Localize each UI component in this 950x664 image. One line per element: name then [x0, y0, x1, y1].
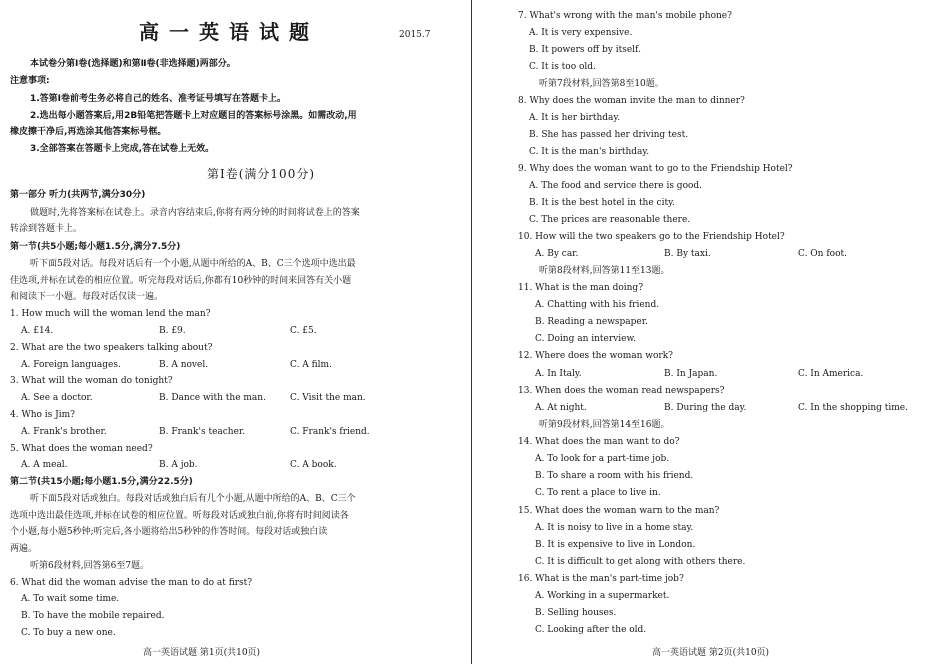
- question-1: 1. How much will the woman lend the man?: [10, 309, 211, 319]
- q4-option-a: A. Frank's brother.: [21, 427, 107, 437]
- section-1-desc-line-2: 佳选项,并标在试卷的相应位置。听完每段对话后,你都有10秒钟的时间来回答有关小题: [10, 276, 352, 286]
- q1-option-b: B. £9.: [159, 326, 186, 336]
- q2-option-a: A. Foreign languages.: [21, 360, 121, 370]
- q10-option-b: B. By taxi.: [664, 249, 711, 259]
- q10-option-c: C. On foot.: [798, 249, 847, 259]
- q5-option-b: B. A job.: [159, 460, 198, 470]
- q13-option-c: C. In the shopping time.: [798, 403, 908, 413]
- q5-option-a: A. A meal.: [21, 460, 68, 470]
- q9-option-a: A. The food and service there is good.: [529, 181, 703, 191]
- note-3: 3.全部答案在答题卡上完成,答在试卷上无效。: [30, 144, 215, 154]
- q16-option-c: C. Looking after the old.: [535, 625, 647, 635]
- q15-option-b: B. It is expensive to live in London.: [535, 540, 696, 550]
- question-6: 6. What did the woman advise the man to do at first?: [10, 578, 253, 588]
- q6-option-a: A. To wait some time.: [21, 594, 120, 604]
- exam-date: 2015.7: [399, 30, 431, 40]
- section-2-heading: 第二节(共15小题;每小题1.5分,满分22.5分): [10, 477, 193, 487]
- question-2: 2. What are the two speakers talking about?: [10, 343, 213, 353]
- q8-option-c: C. It is the man's birthday.: [529, 147, 650, 157]
- q11-option-c: C. Doing an interview.: [535, 334, 636, 344]
- question-11: 11. What is the man doing?: [518, 283, 644, 293]
- q4-option-b: B. Frank's teacher.: [159, 427, 246, 437]
- question-9: 9. Why does the woman want to go to the Friendship Hotel?: [518, 164, 793, 174]
- q8-option-a: A. It is her birthday.: [529, 113, 621, 123]
- q11-option-b: B. Reading a newspaper.: [535, 317, 648, 327]
- q10-option-a: A. By car.: [535, 249, 579, 259]
- section-1-desc-line-1: 听下面5段对话。每段对话后有一个小题,从题中所给的A、B、C三个选项中选出最: [30, 259, 356, 269]
- q6-option-b: B. To have the mobile repaired.: [21, 611, 165, 621]
- section-2-desc-line-1: 听下面5段对话或独白。每段对话或独白后有几个小题,从题中所给的A、B、C三个: [30, 494, 356, 504]
- section-2-desc-line-2: 选项中选出最佳选项,并标在试卷的相应位置。听每段对话或独白前,你将有时间阅读各: [10, 511, 349, 521]
- q12-option-c: C. In America.: [798, 369, 864, 379]
- material-9-note: 听第9段材料,回答第14至16题。: [539, 420, 670, 430]
- question-10: 10. How will the two speakers go to the Friendship Hotel?: [518, 232, 785, 242]
- q3-option-c: C. Visit the man.: [290, 393, 366, 403]
- q2-option-c: C. A film.: [290, 360, 332, 370]
- q15-option-c: C. It is difficult to get along with others there.: [535, 557, 746, 567]
- exam-title: 高一英语试题: [139, 20, 319, 44]
- material-8-note: 听第8段材料,回答第11至13题。: [539, 266, 670, 276]
- q9-option-c: C. The prices are reasonable there.: [529, 215, 691, 225]
- q9-option-b: B. It is the best hotel in the city.: [529, 198, 675, 208]
- question-16: 16. What is the man's part-time job?: [518, 574, 684, 584]
- q13-option-b: B. During the day.: [664, 403, 747, 413]
- part-1-desc-line-2: 转涂到答题卡上。: [10, 224, 83, 234]
- question-8: 8. Why does the woman invite the man to dinner?: [518, 96, 745, 106]
- section-2-desc-line-4: 两遍。: [10, 544, 38, 554]
- section-1-heading: 第一节(共5小题;每小题1.5分,满分7.5分): [10, 242, 181, 252]
- q4-option-c: C. Frank's friend.: [290, 427, 370, 437]
- q5-option-c: C. A book.: [290, 460, 337, 470]
- note-2-line-2: 橡皮擦干净后,再选涂其他答案标号框。: [10, 127, 167, 137]
- q12-option-a: A. In Italy.: [535, 369, 582, 379]
- question-13: 13. When does the woman read newspapers?: [518, 386, 725, 396]
- q15-option-a: A. It is noisy to live in a home stay.: [535, 523, 694, 533]
- page-2: [476, 0, 950, 664]
- material-6-note: 听第6段材料,回答第6至7题。: [30, 561, 150, 571]
- question-14: 14. What does the man want to do?: [518, 437, 680, 447]
- q16-option-b: B. Selling houses.: [535, 608, 617, 618]
- q16-option-a: A. Working in a supermarket.: [535, 591, 670, 601]
- q7-option-c: C. It is too old.: [529, 62, 596, 72]
- q7-option-b: B. It powers off by itself.: [529, 45, 641, 55]
- volume-title: 第Ⅰ卷(满分100分): [207, 167, 316, 181]
- note-2-line-1: 2.选出每小题答案后,用2B铅笔把答题卡上对应题目的答案标号涂黑。如需改动,用: [30, 111, 357, 121]
- q12-option-b: B. In Japan.: [664, 369, 718, 379]
- page-1: [0, 0, 470, 664]
- material-7-note: 听第7段材料,回答第8至10题。: [539, 79, 664, 89]
- question-15: 15. What does the woman warn to the man?: [518, 506, 720, 516]
- q14-option-b: B. To share a room with his friend.: [535, 471, 694, 481]
- notes-heading: 注意事项:: [10, 76, 50, 86]
- page-divider: [471, 0, 472, 664]
- q1-option-c: C. £5.: [290, 326, 317, 336]
- page-2-footer: 高一英语试题 第2页(共10页): [652, 648, 770, 658]
- part-1-heading: 第一部分 听力(共两节,满分30分): [10, 190, 146, 200]
- q8-option-b: B. She has passed her driving test.: [529, 130, 689, 140]
- q3-option-b: B. Dance with the man.: [159, 393, 266, 403]
- page-1-footer: 高一英语试题 第1页(共10页): [143, 648, 261, 658]
- question-4: 4. Who is Jim?: [10, 410, 75, 420]
- q3-option-a: A. See a doctor.: [21, 393, 93, 403]
- section-1-desc-line-3: 和阅读下一小题。每段对话仅读一遍。: [10, 292, 164, 302]
- section-2-desc-line-3: 个小题,每小题5秒钟;听完后,各小题将给出5秒钟的作答时间。每段对话或独白读: [10, 527, 328, 537]
- q13-option-a: A. At night.: [535, 403, 587, 413]
- question-12: 12. Where does the woman work?: [518, 351, 674, 361]
- q2-option-b: B. A novel.: [159, 360, 209, 370]
- q14-option-a: A. To look for a part-time job.: [535, 454, 670, 464]
- q11-option-a: A. Chatting with his friend.: [535, 300, 660, 310]
- part-1-desc-line-1: 做题时,先将答案标在试卷上。录音内容结束后,你将有两分钟的时间将试卷上的答案: [30, 208, 360, 218]
- question-7: 7. What's wrong with the man's mobile phone?: [518, 11, 732, 21]
- note-1: 1.答第Ⅰ卷前考生务必将自己的姓名、准考证号填写在答题卡上。: [30, 94, 287, 104]
- q14-option-c: C. To rent a place to live in.: [535, 488, 661, 498]
- q1-option-a: A. £14.: [21, 326, 54, 336]
- q6-option-c: C. To buy a new one.: [21, 628, 116, 638]
- question-5: 5. What does the woman need?: [10, 444, 153, 454]
- intro-text: 本试卷分第Ⅰ卷(选择题)和第Ⅱ卷(非选择题)两部分。: [30, 59, 236, 69]
- q7-option-a: A. It is very expensive.: [529, 28, 633, 38]
- question-3: 3. What will the woman do tonight?: [10, 376, 173, 386]
